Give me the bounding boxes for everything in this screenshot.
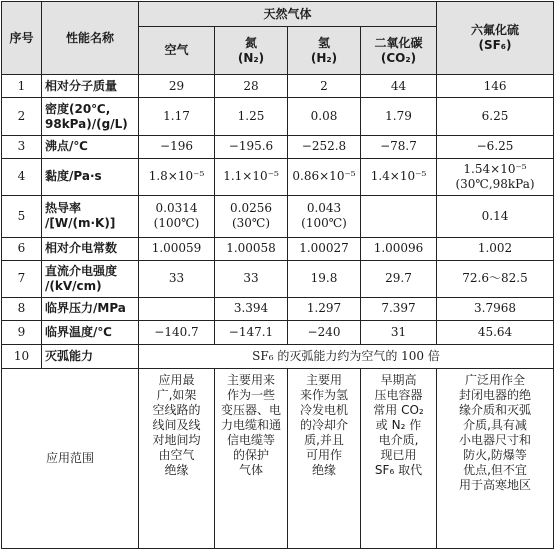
application-line: 封闭电器的绝 (459, 388, 532, 403)
value-line: −252.8 (301, 139, 347, 154)
application-line: 介质,具有减 (463, 418, 527, 433)
value-line: −78.7 (380, 139, 417, 154)
gas-formula: (CO₂) (380, 50, 417, 65)
application-hydrogen (288, 369, 361, 549)
row-serial: 1 (2, 75, 42, 98)
value-line: 29.7 (385, 271, 412, 286)
value-hydrogen (288, 196, 361, 238)
value-line: 1.25 (237, 109, 265, 124)
value-sf6 (437, 297, 554, 320)
value-hydrogen (288, 75, 361, 98)
value-air (139, 158, 215, 195)
value-line: 0.0256 (230, 201, 272, 216)
gas-formula: (H₂) (310, 50, 338, 65)
value-line: −240 (307, 325, 341, 340)
arc-quenching-note: SF₆ 的灭弧能力约为空气的 100 倍 (139, 345, 554, 369)
value-nitrogen (215, 196, 288, 238)
table-row (2, 237, 554, 260)
property-name-line: 热导率 (45, 201, 82, 216)
property-name-line: 相对分子质量 (45, 78, 118, 93)
row-serial: 2 (2, 98, 42, 135)
application-line: 绝缘 (311, 463, 336, 478)
application-line: SF₆ 取代 (374, 463, 423, 478)
application-line: 主要用来 (226, 373, 275, 388)
header-gas-co2 (361, 27, 437, 75)
value-line: 1.00027 (299, 241, 349, 256)
table-row (2, 297, 554, 320)
value-co2 (361, 320, 437, 344)
value-nitrogen (215, 320, 288, 344)
value-line: 1.17 (163, 109, 190, 124)
row-serial: 10 (2, 345, 42, 369)
application-line: 早期高 (380, 373, 417, 388)
value-nitrogen (215, 237, 288, 260)
application-line: 的冷却介 (299, 418, 348, 433)
application-line: 小电器尺寸和 (459, 433, 532, 448)
value-line: −147.1 (228, 325, 274, 340)
value-air (139, 237, 215, 260)
value-line: 1.00059 (151, 241, 202, 256)
value-nitrogen (215, 158, 288, 195)
value-line: −195.6 (228, 139, 274, 154)
property-name-line: /[W/(m·K)] (45, 216, 116, 231)
property-name-line: 黏度/Pa·s (45, 169, 102, 184)
row-property-name: 灭弧能力 (42, 345, 139, 369)
value-line: 33 (168, 271, 185, 286)
application-line: 对地间均 (152, 433, 201, 448)
value-line: 6.25 (481, 109, 509, 124)
row-serial: 4 (2, 158, 42, 195)
row-property-name (42, 297, 139, 320)
row-property-name (42, 158, 139, 195)
value-hydrogen (288, 135, 361, 158)
row-serial: 9 (2, 320, 42, 344)
value-line: 33 (243, 271, 259, 286)
application-line: 冷发电机 (299, 403, 348, 418)
value-nitrogen (215, 297, 288, 320)
row-serial: 6 (2, 237, 42, 260)
value-line: 28 (243, 78, 259, 93)
value-co2 (361, 237, 437, 260)
value-air (139, 75, 215, 98)
value-hydrogen (288, 320, 361, 344)
row-serial: 7 (2, 260, 42, 297)
value-nitrogen (215, 135, 288, 158)
value-line: 1.79 (385, 109, 412, 124)
value-line: 0.14 (481, 208, 509, 223)
value-air (139, 260, 215, 297)
row-serial: 5 (2, 196, 42, 238)
application-line: 线间及线 (152, 418, 201, 433)
application-nitrogen (215, 369, 288, 549)
header-serial: 序号 (2, 2, 42, 75)
value-co2 (361, 297, 437, 320)
gas-name: 氮 (244, 35, 257, 50)
application-label: 应用范围 (2, 369, 139, 549)
value-nitrogen (215, 260, 288, 297)
value-co2 (361, 158, 437, 195)
application-line: 变压器、电 (220, 403, 281, 418)
gas-formula: (N₂) (237, 50, 265, 65)
table-row (2, 75, 554, 98)
value-sf6 (437, 320, 554, 344)
value-sf6 (437, 98, 554, 135)
value-sf6 (437, 237, 554, 260)
header-gas-nitrogen (215, 27, 288, 75)
application-line: 质,并且 (304, 433, 344, 448)
table-row (2, 98, 554, 135)
application-line: 主要用 (305, 373, 342, 388)
value-line: 1.00058 (226, 241, 276, 256)
property-name-line: 相对介电常数 (45, 241, 118, 256)
application-co2 (361, 369, 437, 549)
table-row (2, 196, 554, 238)
property-name-line: 直流介电强度 (45, 263, 118, 278)
value-line: −140.7 (154, 325, 199, 340)
value-nitrogen (215, 75, 288, 98)
row-property-name (42, 98, 139, 135)
application-line: 防火,防爆等 (463, 448, 527, 463)
value-co2 (361, 260, 437, 297)
application-line: 应用最 (158, 373, 195, 388)
table-row (2, 135, 554, 158)
property-name-line: 密度(20℃, (45, 101, 111, 116)
header-gas-air (139, 27, 215, 75)
property-name-line: 临界温度/℃ (45, 325, 112, 340)
application-line: 压电容器 (374, 388, 423, 403)
value-line: 29 (168, 78, 185, 93)
value-line: (100℃) (301, 216, 347, 231)
value-line: 1.002 (477, 241, 513, 256)
value-line: 72.6～82.5 (462, 271, 528, 286)
row-serial: 3 (2, 135, 42, 158)
value-nitrogen (215, 98, 288, 135)
value-line: 1.297 (306, 301, 342, 316)
value-air (139, 320, 215, 344)
value-line: 0.0314 (155, 201, 198, 216)
row-property-name (42, 320, 139, 344)
value-line: 1.54×10⁻⁵ (463, 161, 527, 176)
value-line: 1.00096 (373, 241, 424, 256)
value-line: 1.4×10⁻⁵ (370, 169, 427, 184)
application-line: 空线路的 (152, 403, 201, 418)
value-line: 3.394 (233, 301, 269, 316)
value-line: 44 (390, 78, 407, 93)
value-line: (30℃) (231, 216, 271, 231)
application-line: 优点,但不宜 (463, 463, 527, 478)
application-line: 可用作 (305, 448, 342, 463)
value-line: 31 (390, 325, 407, 340)
application-line: 或 N₂ 作 (375, 418, 422, 433)
value-line: (100℃) (153, 216, 200, 231)
value-line: 19.8 (310, 271, 338, 286)
row-property-name (42, 135, 139, 158)
value-co2 (361, 75, 437, 98)
gas-name: 氢 (317, 35, 330, 50)
application-air (139, 369, 215, 549)
property-name-line: 临界压力/MPa (45, 301, 126, 316)
application-line: 绝缘 (164, 463, 189, 478)
header-property-name: 性能名称 (42, 2, 139, 75)
value-line: (30℃,98kPa) (455, 176, 535, 191)
value-co2 (361, 98, 437, 135)
application-line: 来作为氢 (299, 388, 348, 403)
value-hydrogen (288, 237, 361, 260)
value-line: 3.7968 (474, 301, 517, 316)
application-line: 广泛用作全 (465, 373, 526, 388)
application-line: 缘介质和灭弧 (459, 403, 532, 418)
application-line: 广,如架 (156, 388, 197, 403)
table-row (2, 158, 554, 195)
header-gas-hydrogen (288, 27, 361, 75)
value-co2 (361, 196, 437, 238)
row-property-name (42, 75, 139, 98)
property-name-line: 沸点/℃ (45, 139, 88, 154)
gas-name: 二氧化碳 (374, 35, 423, 50)
property-rows (2, 75, 554, 345)
table-row (2, 260, 554, 297)
value-co2 (361, 135, 437, 158)
table-row (2, 320, 554, 344)
value-line: 0.08 (310, 109, 338, 124)
gas-name: 空气 (164, 43, 189, 58)
application-line: 用于高寒地区 (459, 478, 532, 493)
property-name-line: /(kV/cm) (45, 278, 102, 293)
value-line: 0.043 (306, 201, 342, 216)
value-line: 45.64 (477, 325, 513, 340)
value-air (139, 135, 215, 158)
application-line: 力电缆和通 (220, 418, 281, 433)
value-line: 1.1×10⁻⁵ (223, 169, 279, 184)
value-air (139, 98, 215, 135)
value-line: −196 (160, 139, 193, 154)
value-air (139, 297, 215, 320)
value-line: 7.397 (381, 301, 416, 316)
row-property-name (42, 196, 139, 238)
application-line: 作为一些 (226, 388, 275, 403)
application-line: 常用 CO₂ (373, 403, 424, 418)
value-line: 0.86×10⁻⁵ (292, 169, 356, 184)
row-property-name (42, 260, 139, 297)
value-line: −6.25 (476, 139, 514, 154)
row-property-name (42, 237, 139, 260)
header-sf6 (437, 2, 554, 75)
value-line: 1.8×10⁻⁵ (148, 169, 205, 184)
header-natural-gases: 天然气体 (139, 2, 437, 27)
value-sf6 (437, 135, 554, 158)
header-sf6-name: 六氟化硫 (471, 23, 520, 38)
value-hydrogen (288, 297, 361, 320)
value-sf6 (437, 158, 554, 195)
header-sf6-formula: (SF₆) (478, 38, 512, 53)
gas-properties-table (1, 1, 554, 549)
value-hydrogen (288, 260, 361, 297)
value-sf6 (437, 260, 554, 297)
application-line: 信电缆等 (226, 433, 275, 448)
value-line: 2 (320, 78, 328, 93)
value-sf6 (437, 75, 554, 98)
value-hydrogen (288, 158, 361, 195)
application-line: 电介质, (378, 433, 419, 448)
value-air (139, 196, 215, 238)
application-line: 现已用 (380, 448, 417, 463)
value-sf6 (437, 196, 554, 238)
row-serial: 8 (2, 297, 42, 320)
value-line: 146 (483, 78, 507, 93)
value-hydrogen (288, 98, 361, 135)
application-line: 由空气 (158, 448, 195, 463)
property-name-line: 98kPa)/(g/L) (45, 116, 128, 131)
application-line: 的保护 (232, 448, 269, 463)
application-sf6 (437, 369, 554, 549)
application-line: 气体 (238, 463, 263, 478)
